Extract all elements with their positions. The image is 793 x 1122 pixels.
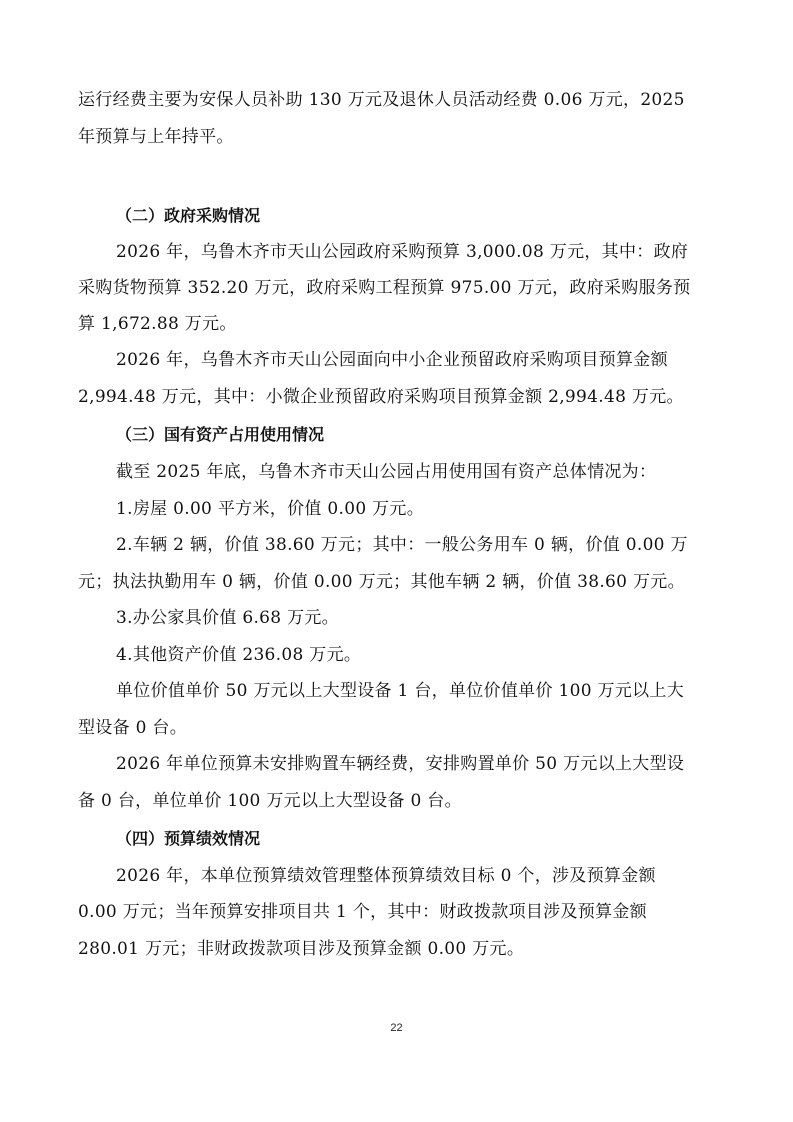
paragraph-line: 备 0 台，单位单价 100 万元以上大型设备 0 台。 <box>78 791 462 811</box>
paragraph-line: 单位价值单价 50 万元以上大型设备 1 台，单位价值单价 100 万元以上大 <box>116 681 685 701</box>
paragraph-line: 2026 年，乌鲁木齐市天山公园政府采购预算 3,000.08 万元，其中：政府 <box>116 242 689 262</box>
paragraph-line: 采购货物预算 352.20 万元，政府采购工程预算 975.00 万元，政府采购服务预 <box>78 278 691 298</box>
paragraph-line: 280.01 万元；非财政拨款项目涉及预算金额 0.00 万元。 <box>78 939 525 959</box>
section-heading-procurement: （二）政府采购情况 <box>116 206 261 225</box>
paragraph-line: 算 1,672.88 万元。 <box>78 314 237 334</box>
paragraph-line: 元；执法执勤用车 0 辆，价值 0.00 万元；其他车辆 2 辆，价值 38.60 万元。 <box>78 572 685 592</box>
section-heading-state-assets: （三）国有资产占用使用情况 <box>116 425 325 444</box>
paragraph-line: 4.其他资产价值 236.08 万元。 <box>116 645 362 665</box>
paragraph-line: 3.办公家具价值 6.68 万元。 <box>116 608 339 628</box>
page-number: 22 <box>390 1022 403 1034</box>
paragraph-line: 1.房屋 0.00 平方米，价值 0.00 万元。 <box>116 499 425 519</box>
paragraph-line: 型设备 0 台。 <box>78 718 188 738</box>
paragraph-line: 2026 年单位预算未安排购置车辆经费，安排购置单价 50 万元以上大型设 <box>116 754 685 774</box>
paragraph-line: 0.00 万元；当年预算安排项目共 1 个，其中：财政拨款项目涉及预算金额 <box>78 902 647 922</box>
paragraph-line: 2026 年，乌鲁木齐市天山公园面向中小企业预留政府采购项目预算金额 <box>116 350 668 370</box>
paragraph-line: 2.车辆 2 辆，价值 38.60 万元；其中：一般公务用车 0 辆，价值 0.00 万 <box>116 535 688 555</box>
paragraph-line: 2026 年，本单位预算绩效管理整体预算绩效目标 0 个，涉及预算金额 <box>116 866 656 886</box>
paragraph-line: 2,994.48 万元，其中：小微企业预留政府采购项目预算金额 2,994.48 万元。 <box>78 387 684 407</box>
paragraph-line: 截至 2025 年底，乌鲁木齐市天山公园占用使用国有资产总体情况为： <box>116 462 657 482</box>
paragraph-line: 运行经费主要为安保人员补助 130 万元及退休人员活动经费 0.06 万元，2025 <box>78 90 685 110</box>
section-heading-performance: （四）预算绩效情况 <box>116 829 261 848</box>
paragraph-line: 年预算与上年持平。 <box>78 127 234 147</box>
